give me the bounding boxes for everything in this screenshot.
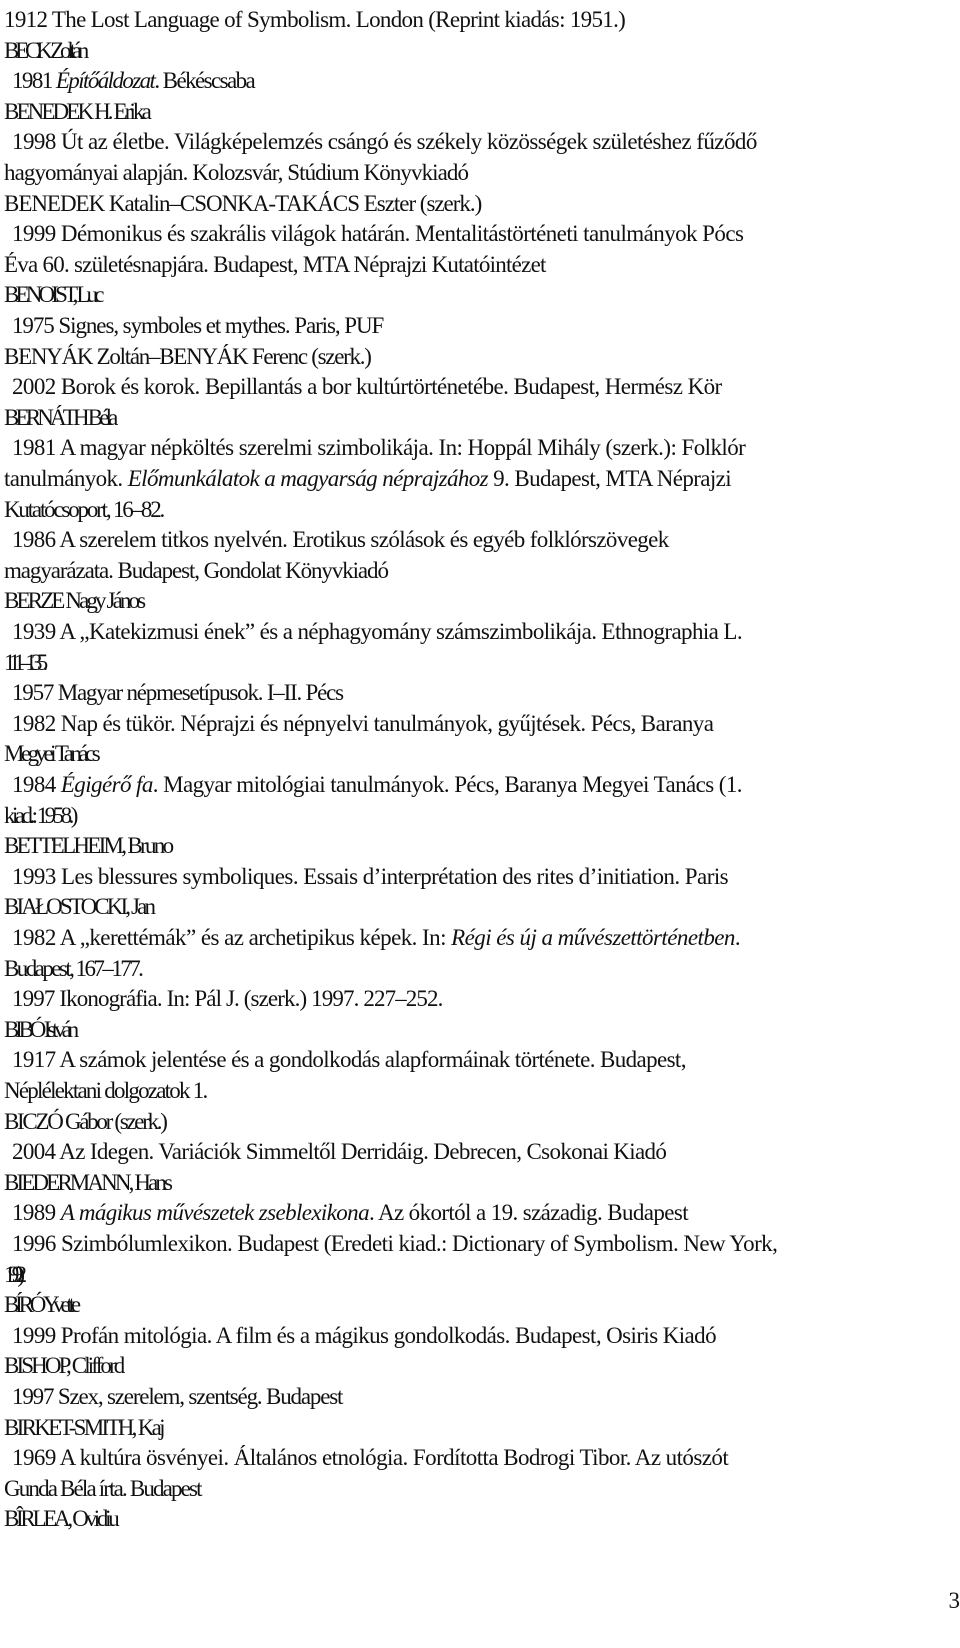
bibliography-entry-line	[12, 372, 960, 402]
bibliography-line	[4, 892, 960, 922]
text-run: Éva 60. születésnapjára. Budapest, MTA Néprajzi Kutatóintézet	[4, 251, 546, 277]
text-run: 1981	[12, 68, 56, 94]
text-run: Megyei Tanács	[4, 741, 98, 767]
text-run: BICZÓ Gábor (szerk.)	[4, 1108, 166, 1134]
text-run: 1982 Nap és tükör. Néprajzi és népnyelvi tanulmányok, gyűjtések. Pécs, Baranya	[12, 710, 714, 736]
text-run: 2002 Borok és korok. Bepillantás a bor kultúrtörténetébe. Budapest, Hermész Kör	[12, 374, 722, 400]
text-run: 1957 Magyar népmesetípusok. I–II. Pécs	[12, 680, 343, 706]
italic-title: Előmunkálatok a magyarság néprajzához	[127, 466, 489, 491]
text-run: . Magyar mitológiai tanulmányok. Pécs, Baranya Megyei Tanács (1.	[152, 772, 742, 797]
bibliography-line	[4, 648, 960, 678]
text-run: BISHOP, Clifford	[4, 1353, 123, 1379]
text-run: 1989	[12, 1200, 61, 1226]
bibliography-line	[4, 464, 960, 494]
bibliography-entry-line	[12, 1045, 960, 1075]
text-run: 1912 The Lost Language of Symbolism. London (Reprint kiadás: 1951.)	[4, 7, 626, 32]
text-run: BÍRÓ Yvette	[4, 1292, 77, 1318]
text-run: hagyományai alapján. Kolozsvár, Stúdium Könyvkiadó	[4, 160, 469, 185]
bibliography-line	[4, 403, 960, 433]
text-run: Néplélektani dolgozatok 1.	[4, 1078, 207, 1103]
text-run: 1998 Út az életbe. Világképelemzés csángó és székely közösségek születéshez fűződő	[12, 129, 757, 155]
text-run: 1969 A kultúra ösvényei. Általános etnológia. Fordította Bodrogi Tibor. Az utószót	[12, 1445, 729, 1471]
bibliography-entry-line	[12, 678, 960, 708]
text-run: Budapest, 167–177.	[4, 955, 142, 981]
bibliography-entry-line	[12, 433, 960, 463]
text-run: . Az ókortól a 19. századig. Budapest	[368, 1200, 688, 1226]
bibliography-line	[4, 954, 960, 984]
italic-title: Égigérő fa	[60, 772, 153, 797]
text-run: kiad.: 1958.)	[4, 802, 75, 828]
bibliography-line	[4, 1290, 960, 1320]
text-run: 111–135.	[4, 649, 43, 675]
italic-title: Régi és új a művészettörténetben	[451, 925, 735, 950]
bibliography-entry-line	[12, 525, 960, 555]
text-run: BIEDERMANN, Hans	[4, 1169, 171, 1195]
text-run: BERZE Nagy János	[4, 588, 144, 614]
text-run: 2004 Az Idegen. Variációk Simmeltől Derridáig. Debrecen, Csokonai Kiadó	[12, 1139, 667, 1165]
bibliography-line	[4, 1015, 960, 1045]
bibliography-entry-line	[12, 311, 960, 341]
text-run: Kutatócsoport, 16–82.	[4, 496, 164, 522]
italic-title: Építőáldozat	[55, 68, 155, 94]
text-run: Gunda Béla írta. Budapest	[4, 1475, 201, 1501]
bibliography-entry-line	[12, 923, 960, 953]
bibliography-entry-line	[12, 1443, 960, 1473]
bibliography-line	[4, 158, 960, 188]
bibliography-entry-line	[12, 66, 960, 96]
bibliography-line	[4, 250, 960, 280]
text-run: BENEDEK Katalin–CSONKA-TAKÁCS Eszter (szerk.)	[4, 190, 482, 216]
bibliography-entry-line	[12, 984, 960, 1014]
bibliography-line	[4, 1076, 960, 1106]
bibliography-line	[4, 1351, 960, 1381]
bibliography-entry-line	[12, 1137, 960, 1167]
bibliography-line	[4, 342, 960, 372]
bibliography-line	[4, 801, 960, 831]
bibliography-entry-line	[12, 1198, 960, 1228]
bibliography-line	[4, 739, 960, 769]
bibliography-entry-line	[12, 770, 960, 800]
bibliography-line	[4, 1413, 960, 1443]
page-number: 3	[948, 1588, 960, 1613]
bibliography-line	[4, 1107, 960, 1137]
text-run: 1992.)	[4, 1261, 18, 1287]
bibliography-entry-line	[12, 617, 960, 647]
text-run: 1981 A magyar népköltés szerelmi szimbolikája. In: Hoppál Mihály (szerk.): Folklór	[12, 435, 746, 461]
text-run: BETTELHEIM, Bruno	[4, 833, 172, 859]
bibliography-entry-line	[12, 862, 960, 892]
text-run: 1939 A „Katekizmusi ének” és a néphagyomány számszimbolikája. Ethnographia L.	[12, 619, 743, 644]
bibliography-line	[4, 586, 960, 616]
bibliography-line	[4, 556, 960, 586]
text-run: 1993 Les blessures symboliques. Essais d’interprétation des rites d’initiation. Paris	[12, 863, 729, 889]
text-run: 1917 A számok jelentése és a gondolkodás alapformáinak története. Budapest,	[12, 1047, 686, 1073]
bibliography-line	[4, 97, 960, 127]
text-run: BECK Zoltán	[4, 37, 86, 63]
bibliography-entry-line	[12, 127, 960, 157]
bibliography-line	[4, 280, 960, 310]
text-run: tanulmányok.	[4, 466, 128, 491]
bibliography-entry-line	[12, 1382, 960, 1412]
text-run: magyarázata. Budapest, Gondolat Könyvkiadó	[4, 557, 388, 583]
bibliography-line	[4, 1504, 960, 1534]
bibliography-line	[4, 36, 960, 66]
text-run: 1984	[12, 772, 61, 797]
text-run: BÎRLEA, Ovidiu	[4, 1506, 117, 1532]
text-run: 1975 Signes, symboles et mythes. Paris, PUF	[12, 313, 384, 338]
text-run: BIBÓ István	[4, 1016, 75, 1042]
text-run: . Békéscsaba	[154, 68, 255, 94]
text-run: 1986 A szerelem titkos nyelvén. Erotikus szólások és egyéb folklórszövegek	[12, 527, 669, 553]
text-run: 1997 Szex, szerelem, szentség. Budapest	[12, 1384, 343, 1409]
text-run: BENYÁK Zoltán–BENYÁK Ferenc (szerk.)	[4, 343, 371, 369]
bibliography-entry-line	[12, 219, 960, 249]
bibliography-line	[4, 189, 960, 219]
text-run: .	[734, 925, 741, 950]
bibliography-line	[4, 1168, 960, 1198]
text-run: BENOIST, Luc	[4, 282, 101, 308]
text-run: 1999 Profán mitológia. A film és a mágikus gondolkodás. Budapest, Osiris Kiadó	[12, 1322, 716, 1348]
bibliography-entry-line	[12, 709, 960, 739]
bibliography-line	[4, 5, 960, 35]
bibliography-line	[4, 831, 960, 861]
text-run: BERNÁTH Béla	[4, 404, 115, 430]
bibliography-line	[4, 1260, 960, 1290]
text-run: 9. Budapest, MTA Néprajzi	[488, 466, 732, 491]
text-run: BIAŁOSTOCKI, Jan	[4, 894, 154, 920]
bibliography-entry-line	[12, 1229, 960, 1259]
text-run: 1997 Ikonográfia. In: Pál J. (szerk.) 1997. 227–252.	[12, 986, 443, 1012]
text-run: BIRKET-SMITH, Kaj	[4, 1414, 163, 1440]
bibliography-entry-line	[12, 1321, 960, 1351]
text-run: 1999 Démonikus és szakrális világok határán. Mentalitástörténeti tanulmányok Pócs	[12, 221, 744, 247]
text-run: BENEDEK H. Erika	[4, 98, 149, 124]
text-run: 1996 Szimbólumlexikon. Budapest (Eredeti kiad.: Dictionary of Symbolism. New York,	[12, 1231, 778, 1256]
text-run: 1982 A „kerettémák” és az archetipikus képek. In:	[12, 925, 452, 950]
italic-title: A mágikus művészetek zseblexikona	[60, 1200, 369, 1226]
bibliography-line	[4, 495, 960, 525]
bibliography-line	[4, 1474, 960, 1504]
